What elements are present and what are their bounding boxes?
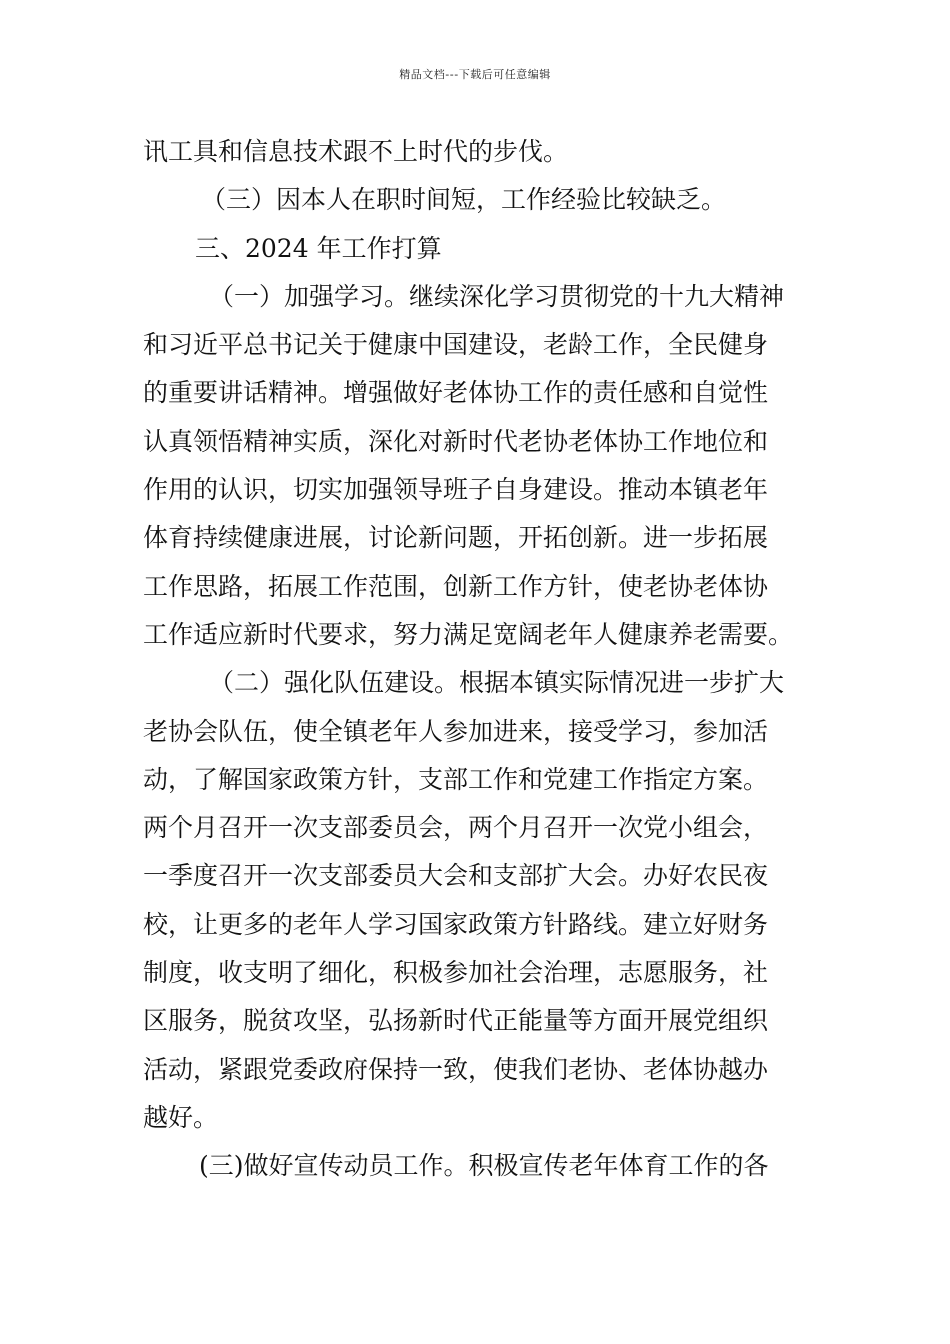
text-line: 一季度召开一次支部委员大会和支部扩大会。办好农民夜 bbox=[143, 861, 769, 891]
text-line: 制度，收支明了细化，积极参加社会治理，志愿服务，社 bbox=[143, 958, 769, 988]
section-heading: 三、2024 年工作打算 bbox=[195, 233, 442, 263]
text-line: 作用的认识，切实加强领导班子自身建设。推动本镇老年 bbox=[143, 475, 769, 505]
text-line: 两个月召开一次支部委员会，两个月召开一次党小组会， bbox=[143, 813, 769, 843]
text-line: (三)做好宣传动员工作。积极宣传老年体育工作的各 bbox=[199, 1151, 769, 1181]
text-line: 越好。 bbox=[143, 1102, 219, 1132]
text-line: 体育持续健康进展，讨论新问题，开拓创新。进一步拓展 bbox=[143, 523, 769, 553]
text-line: 工作思路，拓展工作范围，创新工作方针，使老协老体协 bbox=[143, 571, 769, 601]
text-line: 老协会队伍，使全镇老年人参加进来，接受学习，参加活 bbox=[143, 716, 769, 746]
document-body bbox=[143, 128, 813, 1191]
text-line: （一）加强学习。继续深化学习贯彻党的十九大精神 bbox=[209, 281, 785, 311]
text-line: 认真领悟精神实质，深化对新时代老协老体协工作地位和 bbox=[143, 426, 769, 456]
text-line: （二）强化队伍建设。根据本镇实际情况进一步扩大 bbox=[209, 668, 785, 698]
text-line: 的重要讲话精神。增强做好老体协工作的责任感和自觉性 bbox=[143, 378, 769, 408]
text-line: 区服务，脱贫攻坚，弘扬新时代正能量等方面开展党组织 bbox=[143, 1006, 769, 1036]
text-line: 和习近平总书记关于健康中国建设，老龄工作，全民健身 bbox=[143, 330, 769, 360]
text-line: 工作适应新时代要求，努力满足宽阔老年人健康养老需要。 bbox=[143, 619, 794, 649]
text-line: 校，让更多的老年人学习国家政策方针路线。建立好财务 bbox=[143, 909, 769, 939]
page-header: 精品文档---下载后可任意编辑 bbox=[399, 68, 551, 81]
text-line: 讯工具和信息技术跟不上时代的步伐。 bbox=[143, 137, 569, 166]
text-line: 动，了解国家政策方针，支部工作和党建工作指定方案。 bbox=[143, 764, 769, 794]
text-line: 活动，紧跟党委政府保持一致，使我们老协、老体协越办 bbox=[143, 1054, 769, 1084]
text-line: （三）因本人在职时间短，工作经验比较缺乏。 bbox=[201, 185, 727, 215]
